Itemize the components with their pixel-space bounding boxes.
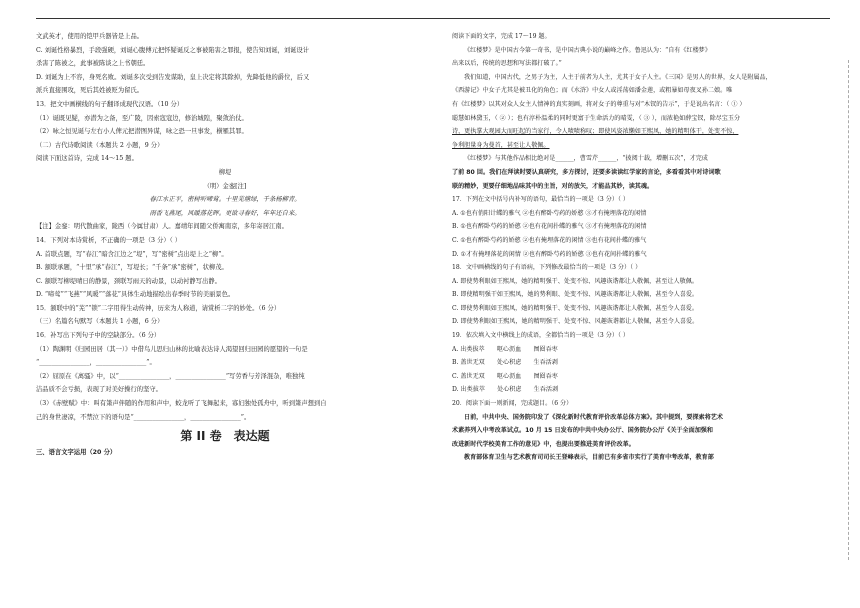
question-14: 14．下列对本诗赏析，不正确的一项是（3 分）（ ） [36, 236, 182, 244]
binding-margin [838, 0, 860, 608]
text-line: 我们知道，中国古代，之男子为主，人主于前者为人主，尤其于女子人主。《三国》是男人的世界，女人是附属品， [464, 73, 772, 81]
option-a: A. 首联点题，写“春江”暗含江边之“堤”，写“密树”点出堤上之“柳”。 [36, 250, 228, 258]
option-b: B. 盖世无双 处心积虑 生吞活剥 [452, 359, 558, 367]
text-line: 了前 80 回。我们在拜读时要认真研究，多方探讨，还要多读读红学家的言论，多看看其中对诗词歌 [452, 168, 721, 176]
right-column [452, 30, 830, 465]
top-rule [36, 18, 830, 19]
text-line: 聪慧如林黛玉，（ ② ）；也有淳朴温柔的同时更富于生命活力的晴雯，（ ③ ），而浓艳如薛宝钗，除尽宝玉分 [452, 114, 741, 122]
note-line: 【注】金銮：明代散曲家，陇西（今属甘肃）人。嘉靖年间随父侨寓南京，多年寄居江南。 [36, 223, 288, 231]
poem-author: （明）金銮[注] [203, 182, 247, 190]
option-a: A. 即使势利眼如王熙凤，她的精明强干、处变不惊、风趣诙谐都让人敬佩，甚至让人敬佩。 [452, 277, 698, 285]
option-c: C. 即使势利眼如王熙凤，她的精明强干、处变不惊、风趣诙谐都让人敬佩，甚至令人喜爱。 [452, 304, 698, 312]
option-c: C. 颔联写柳堤晴日的静景，颈联写雨天的动景，以动衬静写出静。 [36, 277, 221, 285]
text-line: 《西游记》中女子尤其是被丑化的角色；而《水浒》中女人或淫荡如潘金莲，或粗暴如母夜叉孙二娘。唯 [452, 87, 733, 95]
option-c: C. ①也有醉卧芍药的娇憨 ②也有掩埋落花的闲情 ③也有花间扑蝶的雅气 [452, 236, 647, 244]
binding-line [848, 60, 849, 560]
news-text: 日前，中共中央、国务院印发了《深化新时代教育评价改革总体方案》。其中提到，要探索将艺术 [464, 413, 723, 421]
text-line: D. 刘诞为上不容，身死名败。刘诞多次受到告发谋助，皇上决定将其除掉，先降低他的爵位，后又 [36, 73, 310, 81]
blank-line: “________________，________________”。 [36, 359, 156, 367]
question-15: 15．颔联中的“芜”“锁”二字用得生动传神，历来为人称道，请赏析二字的妙处。（6 分） [36, 304, 281, 312]
text-line: 阅读下面的文字，完成 17～19 题。 [452, 33, 551, 40]
text-line: 派兵直接围攻，死后其姓被贬为留氏。 [36, 87, 144, 95]
news-text: 改进新时代学校美育工作的意见》中，也提出要推进美育评价改革。 [452, 440, 635, 448]
question-16: 16．补写出下列句子中的空缺部分。（6 分） [36, 332, 161, 340]
option-a: A. ①也有俏阳计蝶的雅气 ②也有醉卧芍药的娇憨 ③才有掩埋落花的闲情 [452, 209, 647, 217]
option-c: C. 盖世无双 呕心沥血 囫囵吞枣 [452, 372, 558, 380]
text-line: C. 刘诞性格暴烈，手段强硬，刘诞心腹傅元把怀疑诞反之事被陷害之罪报，使告知刘诞，刘诞设计 [36, 46, 310, 54]
question-20: 20．阅读下面一则新闻，完成题目。（6 分） [452, 400, 573, 408]
underlined-sentence: 争利胆量身为曼首，甚至让人敬佩。 [452, 141, 550, 149]
text-line: 文武英才，使用的铠甲兵器皆是上品。 [36, 33, 144, 40]
text-line: 己的身世凄凉，不禁泣下的语句是“________________，________________”。 [36, 413, 251, 421]
option-d: D. “啼莺”“飞燕”“风暖”“落花”具体生动地描绘出春季时节的美丽景色。 [36, 291, 235, 299]
option-d: D. 即使势利眼如王熙凤，她的精明强干、处变不惊、风趣诙谐都让人敬佩，甚至令人喜爱。 [452, 318, 699, 326]
option-a: A. 出类拔萃 呕心沥血 囫囵吞枣 [452, 345, 558, 353]
text-line: 阅读下面这首诗，完成 14～15 题。 [36, 155, 138, 163]
question-17: 17．下列在文中括号内补写的语句，最恰当的一项是（3 分）（ ） [452, 196, 629, 204]
question-18: 18．文中画横线的句子有语病，下列修改最恰当的一项是（3 分）（ ） [452, 264, 642, 272]
news-text: 教育部体育卫生与艺术教育司司长王登峰表示，目前已有多省市实行了美育中考改革，教育部 [464, 454, 714, 462]
text-line: 杀害了陈被之，此事被陈谈之上书朝廷。 [36, 60, 150, 68]
text-line: （1）诞既见疑，亦潜为之备，至广陵，因索寇寇边，修治城隍，聚敛治仗。 [36, 114, 248, 122]
poem-title: 柳堤 [218, 168, 232, 176]
left-column [36, 30, 414, 460]
option-d: D. ①才有掩埋落花的闲情 ②也有醉卧芍药的娇憨 ③也有花间扑蝶的雅气 [452, 250, 647, 258]
text-line: （2）屈原在《离骚》中，以“________________，________________”写劳香与芳泽混杂，唯独纯 [36, 372, 305, 380]
poem-line: 春江水正平，密树听啼莺。十里芜塘绿，千条杨柳青。 [149, 196, 301, 204]
option-d: D. 出类拔萃 处心积虑 生吞活剥 [452, 386, 559, 394]
section-heading: （二）古代诗歌阅读（本题共 2 小题，9 分） [36, 141, 164, 149]
option-b: B. 即使精明强干如王熙凤，她的势利眼、处变不惊、风趣诙谐都让人敬佩，甚至令人喜爱。 [452, 291, 699, 299]
text-line: 有《红楼梦》以其对众人女主人情神的真实刻画，将对女子的尊重与对“木钗的告示”，于是说出名言：（ ① ） [452, 100, 746, 108]
text-line: 联的精妙，更要仔细地品味其中的主旨，对的放矢，才能品其妙，读其魂。 [452, 182, 654, 190]
option-b: B. ①也有醉卧芍药的娇憨 ②也有花间扑蝶的雅气 ③才有掩埋落花的闲情 [452, 223, 647, 231]
text-line: （1）陶渊明《归园田居（其一）》中借鸟儿思归山林的比喻表达诗人渴望回归田园的愿望的一句是 [36, 345, 308, 353]
text-line: 《红楼梦》与其他作品相比绝对是______，曹雪芹______，“披阅十载，增删五次”，才完成 [464, 155, 708, 163]
news-text: 术素养列入中考改革试点。10 月 15 日发布的中共中央办公厅、国务院办公厅《关于全面加强和 [452, 427, 713, 435]
text-line: 洁品质不会亏损，表现了对美好操行的坚守。 [36, 386, 162, 394]
section-heading: （三）名篇名句默写（本题共 1 小题，6 分） [36, 318, 164, 326]
text-line: （2）咏之恒见诞与左右小人俾元把潜图异谋，咏之恐一旦事发，横罹其罪。 [36, 128, 248, 136]
section-title: 第 II 卷 表达题 [180, 429, 270, 444]
question-19: 19．依次填入文中横线上的成语，全都恰当的一项是（3 分）（ ） [452, 332, 629, 340]
text-line: （3）《赤壁赋》中：叫有箫声伴随的作用和声中，蛟龙听了飞舞起来，寡妇独处孤舟中，听到箫声想到自 [36, 400, 327, 408]
text-line: 出来以后，传统的思想和写法都打破了。” [452, 60, 562, 68]
underlined-sentence: 诗，更执掌大观园大而旺起的当家行，令人啧啧称叹；即使风姿浓懒如王熙凤，她的精明体干，处变不惊， [452, 128, 739, 136]
text-line: 《红楼梦》是中国古今第一奇书，是中国古典小说的巅峰之作。鲁迅认为：“自有《红楼梦》 [464, 46, 711, 54]
section-subtitle: 三、语言文字运用（20 分） [36, 449, 117, 457]
question-13: 13．把文中画横线的句子翻译成现代汉语。（10 分） [36, 100, 184, 108]
option-b: B. 颔联承题，“十里”承“春江”，写堤长；“千条”承“密树”，状柳茂。 [36, 264, 228, 272]
poem-line: 雨香飞燕尾，风暖落花晖。更欲寻春好，年年还自来。 [149, 209, 301, 217]
